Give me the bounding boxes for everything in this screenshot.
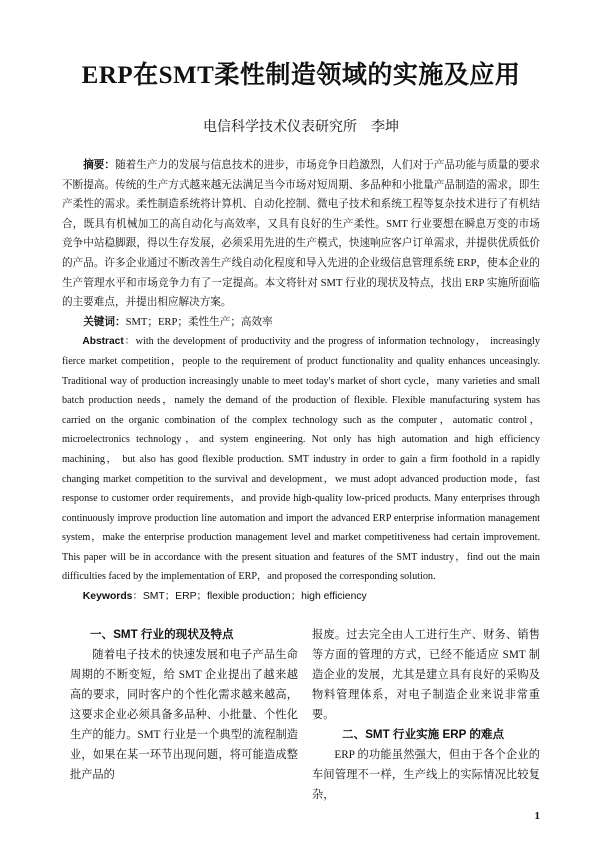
author-line: 电信科学技术仪表研究所 李坤: [203, 120, 399, 135]
chinese-keywords: [62, 313, 540, 333]
chinese-abstract: [62, 156, 540, 313]
section-1-continued: 报废。过去完全由人工进行生产、财务、销售等方面的管理的方式，已经不能适应 SMT 制造企业的发展，尤其是建立具有良好的采购及物料管理体系，对电子制造企业来说非常重要。: [312, 628, 540, 721]
abstract-text: 随着生产力的发展与信息技术的进步，市场竞争日趋激烈，人们对于产品功能与质量的要求不断提高。传统的生产方式越来越无法满足当今市场对短周期、多品种和小批量产品制造的需求，即生产柔性的需求。柔性制造系统将计算机、自动化控制、微电子技术和系统工程等复杂技术进行了有机结合，既具有机械加工的高自动化与高效率，又具有良好的生产柔性。SMT 行业要想在瞬息万变的市场竞争中站稳脚跟，得以生存发展，必须采用先进的生产模式，快速响应客户订单需求，并提供优质低价的产品。许多企业通过不断改善生产线自动化程度和导入先进的企业级信息管理系统 ERP，使本企业的生产管理水平和市场竞争力有了一定提高。本文将针对 SMT 行业的现状及特点，找出 ERP 实施所面临的主要难点，并提出相应解决方案。: [62, 160, 540, 309]
left-column: [70, 625, 298, 805]
right-column: [312, 625, 540, 805]
abstract-en-text: ：with the development of productivity and the progress of information technology， increasingly fierce market competition，people to the requirement of product functionality and quality enhances unceasingly. Traditional way of production increasingly unable to meet today's market of short cycle，many varieties and small batch production needs，namely the demand of the production of flexible. Flexible manufacturing system has carried on the organic combination of the complex technology such as the computer，automatic control，microelectronics technology，and system engineering. Not only has high automation and high efficiency machining， but also has good flexible production. SMT industry in order to gain a firm foothold in a rapidly changing market competition to the survival and development，we must adopt advanced production mode，fast response to customer order requirements，and provide high-quality low-priced products. Many enterprises through continuously improve production line automation and import the advanced ERP enterprise information management system，make the enterprise production management level and market competitiveness had certain improvement. This paper will be in accordance with the present situation and features of the SMT industry，find out the main difficulties faced by the implementation of ERP，and proposed the corresponding solution.: [62, 336, 540, 583]
body-columns: [70, 625, 540, 805]
keywords-text: SMT；ERP；柔性生产；高效率: [125, 316, 273, 328]
abstract-label: 摘要：: [83, 160, 116, 171]
english-keywords: [62, 587, 540, 607]
abstract-en-label: Abstract: [82, 336, 124, 348]
page-number: 1: [534, 809, 540, 822]
paper-title: ERP在SMT柔性制造领域的实施及应用: [81, 62, 521, 89]
section-2-heading: 二、SMT 行业实施 ERP 的难点: [342, 727, 505, 741]
section-2-paragraph: ERP 的功能虽然强大，但由于各个企业的车间管理不一样，生产线上的实际情况比较复杂，: [312, 748, 540, 801]
keywords-label: 关键词：: [83, 316, 126, 328]
english-abstract: [62, 332, 540, 587]
section-1-heading: 一、SMT 行业的现状及特点: [90, 627, 234, 641]
keywords-en-text: ：SMT；ERP；flexible production；high efficiency: [132, 591, 367, 603]
keywords-en-label: Keywords: [82, 591, 133, 603]
section-1-paragraph: 随着电子技术的快速发展和电子产品生命周期的不断变短，给 SMT 企业提出了越来越高的要求，同时客户的个性化需求越来越高，这要求企业必须具备多品种、小批量、个性化生产的能力。SMT 行业是一个典型的流程制造业，如果在某一环节出现问题，将可能造成整批产品的: [70, 648, 298, 781]
